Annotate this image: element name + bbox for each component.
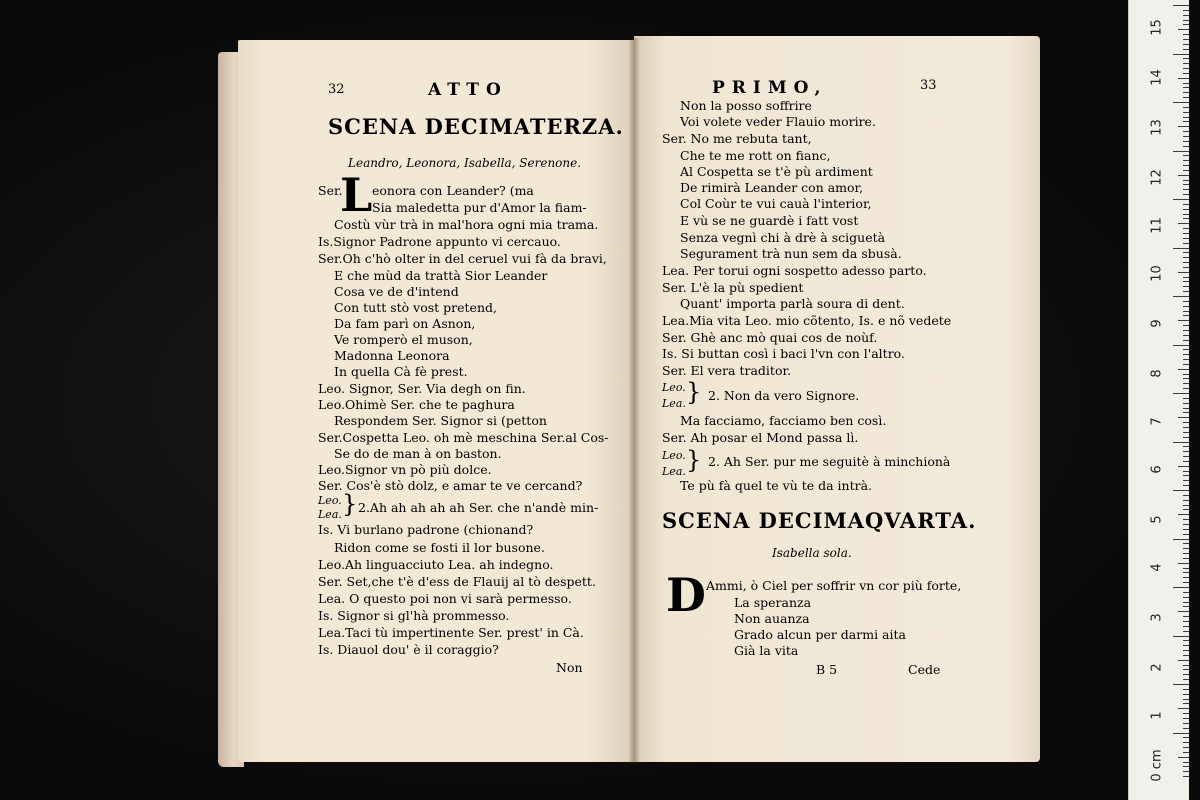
ruler-tick [1178,29,1189,30]
ruler-tick [1183,776,1189,777]
ruler-tick [1178,369,1189,370]
text-line: Grado alcun per darmi aita [734,627,906,642]
ruler-tick [1183,529,1189,530]
text-line: Senza vegnì chi à drè à sciguetà [680,230,886,245]
ruler-tick [1183,155,1189,156]
ruler-tick [1183,15,1189,16]
signature-mark: B 5 [816,662,838,677]
ruler-tick [1178,563,1189,564]
ruler-tick [1173,393,1189,394]
ruler-tick [1183,606,1189,607]
text-line: Ve romperò el muson, [334,332,473,347]
text-line: Ser. Ah posar el Mond passa lì. [662,430,859,445]
left-page-number: 32 [328,82,345,97]
ruler-number: 8 [1149,369,1165,378]
drop-cap: L [340,168,373,222]
ruler-tick [1183,267,1189,268]
ruler-tick [1183,689,1189,690]
text-line: Ser.Oh c'hò olter in del ceruel vui fà da bravi, [318,251,607,266]
text-line: Is. Vi burlano padrone (chionand? [318,522,534,537]
ruler-tick [1173,102,1189,103]
text-line: Segurament trà nun sem da sbusà. [680,246,902,261]
ruler-tick [1183,286,1189,287]
ruler-tick [1183,398,1189,399]
ruler-tick [1173,151,1189,152]
ruler-tick [1173,587,1189,588]
text-line: Ser. Cos'è stò dolz, e amar te ve cercand? [318,478,583,493]
ruler-tick [1178,78,1189,79]
ruler-tick [1183,83,1189,84]
ruler-tick [1183,616,1189,617]
ruler-tick [1178,611,1189,612]
measuring-ruler [1128,0,1189,800]
ruler-tick [1183,243,1189,244]
text-line: Ser. L'è la pù spedient [662,280,804,295]
ruler-tick [1183,572,1189,573]
ruler-tick [1173,490,1189,491]
brace-icon: } [686,446,702,474]
ruler-tick [1183,354,1189,355]
text-line: Madonna Leonora [334,348,450,363]
ruler-tick [1183,87,1189,88]
text-line: Ser. El vera traditor. [662,363,792,378]
ruler-tick [1183,728,1189,729]
text-line: Leo.Signor vn pò più dolce. [318,462,492,477]
ruler-tick [1183,233,1189,234]
text-line: Costù vùr trà in mal'hora ogni mia trama. [334,217,599,232]
ruler-tick [1183,194,1189,195]
ruler-tick [1183,548,1189,549]
text-line: Voi volete veder Flauio morire. [680,114,876,129]
text-line: Leo. Signor, Ser. Via degh on fin. [318,381,526,396]
ruler-tick [1183,209,1189,210]
text-line: Is.Signor Padrone appunto vi cercauo. [318,234,561,249]
text-line: Già la vita [734,643,799,658]
text-line: Lea.Mia vita Leo. mio cõtento, Is. e nõ vedete [662,313,952,328]
text-line: Is. Signor si gl'hà prommesso. [318,608,510,623]
characters-list: Leandro, Leonora, Isabella, Serenone. [348,156,582,170]
ruler-tick [1183,602,1189,603]
ruler-tick [1173,199,1189,200]
ruler-tick [1183,204,1189,205]
ruler-tick [1183,330,1189,331]
text-line: Lea.Taci tù impertinente Ser. prest' in Cà. [318,625,584,640]
ruler-tick [1183,403,1189,404]
text-line: Che te me rott on fianc, [680,148,831,163]
ruler-tick [1183,325,1189,326]
ruler-tick [1183,592,1189,593]
ruler-tick [1183,718,1189,719]
ruler-tick [1183,92,1189,93]
ruler-tick [1173,442,1189,443]
brace-icon: } [686,378,702,406]
ruler-tick [1183,262,1189,263]
ruler-tick [1183,335,1189,336]
ruler-tick [1178,223,1189,224]
brace-speaker: Lea. [662,465,686,478]
ruler-tick [1183,136,1189,137]
ruler-tick [1183,228,1189,229]
ruler-tick [1183,340,1189,341]
ruler-number: 12 [1149,169,1165,186]
ruler-tick [1178,272,1189,273]
characters-list: Isabella sola. [772,546,852,560]
ruler-tick [1183,160,1189,161]
ruler-tick [1183,534,1189,535]
ruler-tick [1183,577,1189,578]
ruler-tick [1183,679,1189,680]
ruler-number: 4 [1149,563,1165,572]
ruler-tick [1183,509,1189,510]
ruler-tick [1183,24,1189,25]
ruler-tick [1183,655,1189,656]
ruler-tick [1183,238,1189,239]
ruler-number: 7 [1149,417,1165,426]
ruler-tick [1183,378,1189,379]
ruler-tick [1183,383,1189,384]
ruler-tick [1173,539,1189,540]
text-line: De rimirà Leander con amor, [680,180,864,195]
ruler-tick [1183,674,1189,675]
ruler-tick [1173,5,1189,6]
text-line: Is. Diauol dou' è il coraggio? [318,642,499,657]
ruler-tick [1183,500,1189,501]
ruler-tick [1183,349,1189,350]
ruler-tick [1183,713,1189,714]
text-line: Ser. No me rebuta tant, [662,131,812,146]
text-line: Lea. Per torui ogni sospetto adesso parto. [662,263,927,278]
ruler-tick [1183,669,1189,670]
ruler-tick [1183,131,1189,132]
ruler-tick [1183,495,1189,496]
text-line: Col Coùr te vui cauà l'interior, [680,196,872,211]
ruler-number: 3 [1149,613,1165,622]
ruler-tick [1183,63,1189,64]
ruler-number: 11 [1149,217,1165,234]
ruler-tick [1183,34,1189,35]
ruler-tick [1183,20,1189,21]
ruler-tick [1183,412,1189,413]
ruler-tick [1178,320,1189,321]
ruler-tick [1183,121,1189,122]
ruler-tick [1183,214,1189,215]
text-line: Respondem Ser. Signor si (petton [334,413,547,428]
ruler-tick [1183,480,1189,481]
text-line: Non la posso soffrire [680,98,812,113]
text-line: Sia maledetta pur d'Amor la fiam- [372,200,587,215]
ruler-tick [1183,645,1189,646]
ruler-tick [1183,257,1189,258]
ruler-tick [1183,107,1189,108]
ruler-tick [1183,315,1189,316]
ruler-tick [1178,175,1189,176]
right-page-number: 33 [920,78,937,93]
ruler-tick [1183,73,1189,74]
text-line: Da fam parì on Asnon, [334,316,476,331]
text-line: 2. Non da vero Signore. [708,388,860,403]
ruler-tick [1183,694,1189,695]
catchword: Non [556,660,583,675]
text-line: eonora con Leander? (ma [372,183,534,198]
ruler-tick [1183,311,1189,312]
ruler-tick [1183,359,1189,360]
text-line: Non auanza [734,611,810,626]
ruler-tick [1183,747,1189,748]
brace-speaker: Lea. [662,397,686,410]
text-line: Lea. O questo poi non vi sarà permesso. [318,591,572,606]
ruler-tick [1178,514,1189,515]
text-line: Leo.Ohimè Ser. che te paghura [318,397,515,412]
ruler-tick [1183,437,1189,438]
ruler-tick [1183,374,1189,375]
ruler-tick [1183,306,1189,307]
ruler-tick [1173,684,1189,685]
ruler-tick [1183,277,1189,278]
ruler-tick [1183,568,1189,569]
ruler-tick [1183,475,1189,476]
ruler-tick [1183,505,1189,506]
text-line: La speranza [734,595,812,610]
ruler-tick [1173,733,1189,734]
ruler-tick [1183,752,1189,753]
ruler-tick [1183,44,1189,45]
ruler-tick [1183,461,1189,462]
ruler-number: 1 [1149,711,1165,720]
ruler-tick [1178,417,1189,418]
ruler-tick [1183,456,1189,457]
text-line: 2.Ah ah ah ah ah Ser. che n'andè min- [358,500,599,515]
text-line: E che mùd da trattà Sior Leander [334,268,548,283]
ruler-tick [1183,252,1189,253]
text-line: Quant' importa parlà soura di dent. [680,296,905,311]
text-line: Ammi, ò Ciel per soffrir vn cor più forte, [706,578,962,593]
text-line: Ser.Cospetta Leo. oh mè meschina Ser.al Cos- [318,430,609,445]
ruler-tick [1183,141,1189,142]
text-line: Is. Si buttan così i baci l'vn con l'altro. [662,346,905,361]
text-line: Cosa ve de d'intend [334,284,459,299]
brace-speaker: Leo. [318,494,342,507]
ruler-tick [1183,485,1189,486]
ruler-tick [1173,345,1189,346]
ruler-tick [1183,432,1189,433]
ruler-tick [1183,112,1189,113]
scene-title-14: SCENA DECIMAQVARTA. [662,508,977,533]
text-line: Ma facciamo, facciamo ben così. [680,413,887,428]
ruler-tick [1183,117,1189,118]
ruler-tick [1183,446,1189,447]
left-running-head: ATTO [428,80,508,100]
ruler-tick [1183,737,1189,738]
text-line: Al Cospetta se t'è pù ardiment [680,164,873,179]
ruler-tick [1183,519,1189,520]
ruler-number: 13 [1149,119,1165,136]
book-gutter [628,38,640,764]
ruler-tick [1178,466,1189,467]
ruler-tick [1183,558,1189,559]
ruler-tick [1183,427,1189,428]
ruler-number: 9 [1149,319,1165,328]
text-line: Ser. Set,che t'è d'ess de Flauij al tò despett. [318,574,596,589]
ruler-tick [1183,291,1189,292]
text-line: Ser. [318,183,343,198]
ruler-tick [1183,10,1189,11]
ruler-number: 10 [1149,265,1165,282]
ruler-tick [1183,39,1189,40]
ruler-tick [1183,422,1189,423]
text-line: In quella Cà fè prest. [334,364,468,379]
text-line: Leo.Ah linguacciuto Lea. ah indegno. [318,557,554,572]
ruler-number: 15 [1149,19,1165,36]
ruler-tick [1183,364,1189,365]
ruler-tick [1183,771,1189,772]
ruler-tick [1183,762,1189,763]
ruler-tick [1183,631,1189,632]
ruler-tick [1183,388,1189,389]
right-running-head: PRIMO, [712,78,828,98]
ruler-tick [1183,650,1189,651]
ruler-tick [1183,665,1189,666]
ruler-tick [1183,281,1189,282]
ruler-tick [1183,597,1189,598]
ruler-tick [1183,766,1189,767]
ruler-number: 5 [1149,515,1165,524]
ruler-tick [1183,218,1189,219]
ruler-tick [1173,248,1189,249]
ruler-tick [1183,58,1189,59]
brace-icon: } [342,490,358,518]
text-line: Ser. Ghè anc mò quai cos de noùf. [662,330,878,345]
ruler-tick [1183,524,1189,525]
ruler-tick [1183,97,1189,98]
ruler-number: 14 [1149,69,1165,86]
ruler-tick [1183,553,1189,554]
brace-speaker: Lea. [318,508,342,521]
ruler-number: 2 [1149,663,1165,672]
ruler-tick [1183,543,1189,544]
ruler-tick [1173,636,1189,637]
ruler-tick [1183,582,1189,583]
ruler-tick [1183,408,1189,409]
ruler-tick [1183,451,1189,452]
text-line: 2. Ah Ser. pur me seguitè à minchionà [708,454,951,469]
text-line: Ridon come se fosti il lor busone. [334,540,545,555]
text-line: Te pù fà quel te vù te da intrà. [680,478,873,493]
ruler-tick [1183,471,1189,472]
scene-title-13: SCENA DECIMATERZA. [328,114,624,139]
text-line: Se do de man à on baston. [334,446,502,461]
ruler-tick [1183,49,1189,50]
ruler-tick [1173,54,1189,55]
ruler-tick [1183,626,1189,627]
drop-cap: D [666,568,706,622]
text-line: E vù se ne guardè i fatt vost [680,213,859,228]
ruler-tick [1183,723,1189,724]
ruler-tick [1183,699,1189,700]
ruler-tick [1183,189,1189,190]
ruler-tick [1183,68,1189,69]
ruler-tick [1178,660,1189,661]
ruler-tick [1173,296,1189,297]
ruler-tick [1183,180,1189,181]
ruler-tick [1183,742,1189,743]
ruler-tick [1183,703,1189,704]
ruler-tick [1183,146,1189,147]
ruler-tick [1183,184,1189,185]
ruler-tick [1178,708,1189,709]
ruler-tick [1183,621,1189,622]
ruler-number: 0 cm [1149,749,1165,782]
catchword: Cede [908,662,941,677]
text-line: Con tutt stò vost pretend, [334,300,497,315]
ruler-tick [1183,640,1189,641]
ruler-tick [1178,126,1189,127]
ruler-tick [1183,301,1189,302]
ruler-tick [1183,170,1189,171]
ruler-tick [1183,165,1189,166]
brace-speaker: Leo. [662,449,686,462]
brace-speaker: Leo. [662,381,686,394]
ruler-number: 6 [1149,465,1165,474]
ruler-tick [1178,757,1189,758]
